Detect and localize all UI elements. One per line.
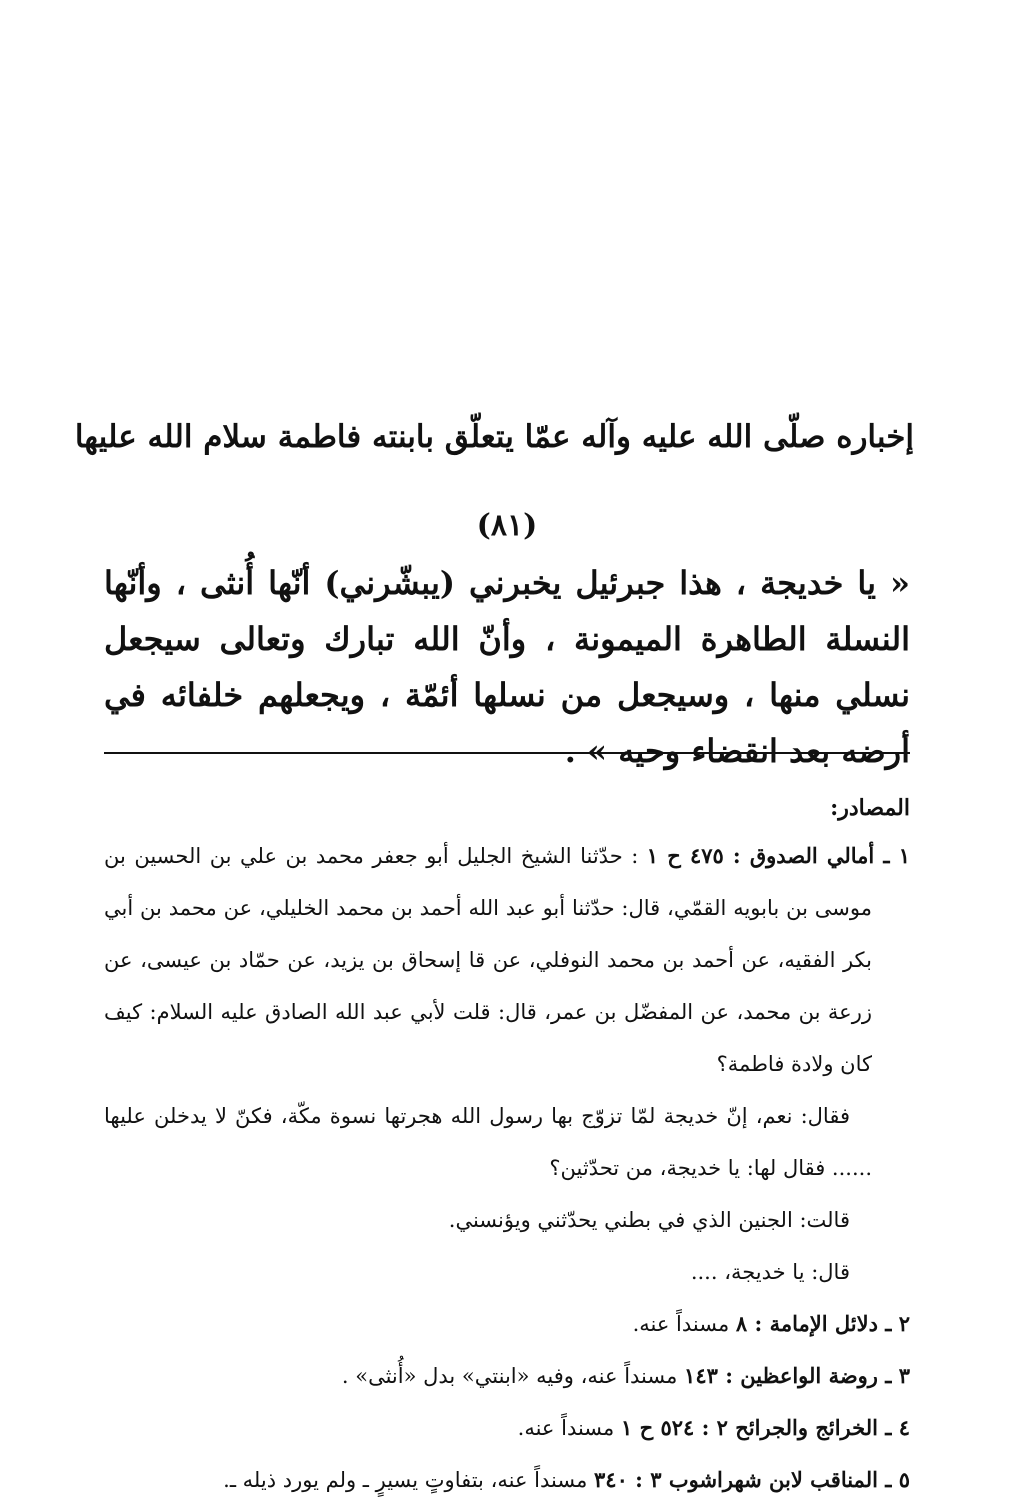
source-text: فقال: نعم، إنّ خديجة لمّا تزوّج بها رسول الله هجرتها نسوة مكّة، فكنّ لا يدخلن عليها ...... فقال لها: يا خديجة، من تحدّثين؟: [104, 1104, 872, 1180]
hadith-text: « يا خديجة ، هذا جبرئيل يخبرني (يبشّرني) أنّها أُنثى ، وأنّها النسلة الطاهرة الميمونة ، وأنّ الله تبارك وتعالى سيجعل نسلي منها ، وسيجعل من نسلها أئمّة ، ويجعلهم خلفائه في أرضه بعد انقضاء وحيه » .: [104, 564, 910, 770]
source-text: مسنداً عنه، بتفاوتٍ يسيرٍ ـ ولم يورد ذيله ـ.: [223, 1468, 595, 1492]
source-text: مسنداً عنه، وفيه «ابنتي» بدل «أُنثى» .: [341, 1364, 685, 1388]
hadith-number: (٨١): [476, 508, 538, 543]
source-item-1: [104, 830, 910, 1090]
source-continuation: [104, 1194, 910, 1246]
source-text: : حدّثنا الشيخ الجليل أبو جعفر محمد بن علي بن الحسين بن موسى بن بابويه القمّي، قال: حدّثنا أبو عبد الله أحمد بن محمد الخليلي، عن محمد بن أبي بكر الفقيه، عن أحمد بن محمد النوفلي، عن قا إسحاق بن يزيد، عن حمّاد بن عيسى، عن زرعة بن محمد، عن المفضّل بن عمر، قال: قلت لأبي عبد الله الصادق عليه السلام: كيف كان ولادة فاطمة؟: [104, 844, 872, 1076]
source-text: مسنداً عنه.: [632, 1312, 736, 1336]
source-text: قال: يا خديجة، ....: [690, 1260, 850, 1284]
source-title: ٣ ـ روضة الواعظين : ١٤٣: [684, 1363, 910, 1388]
source-text: قالت: الجنين الذي في بطني يحدّثني ويؤنسني.: [448, 1208, 850, 1232]
footnote-divider: [104, 752, 910, 754]
source-title: ١ ـ أمالي الصدوق : ٤٧٥ ح ١: [646, 843, 910, 868]
sources-heading: المصادر:: [830, 795, 910, 821]
source-item-2: [104, 1298, 910, 1350]
source-item-4: [104, 1402, 910, 1454]
source-continuation: [104, 1246, 910, 1298]
chapter-title: إخباره صلّى الله عليه وآله عمّا يتعلّق بابنته فاطمة سلام الله عليها: [74, 419, 914, 455]
source-title: ٥ ـ المناقب لابن شهراشوب ٣ : ٣٤٠: [594, 1467, 910, 1492]
source-text: مسنداً عنه.: [517, 1416, 621, 1440]
source-item-5: [104, 1454, 910, 1506]
sources-list: [104, 830, 910, 1506]
source-continuation: [104, 1090, 910, 1194]
source-title: ٤ ـ الخرائج والجرائح ٢ : ٥٢٤ ح ١: [620, 1415, 910, 1440]
source-item-3: [104, 1350, 910, 1402]
source-title: ٢ ـ دلائل الإمامة : ٨: [735, 1311, 910, 1336]
